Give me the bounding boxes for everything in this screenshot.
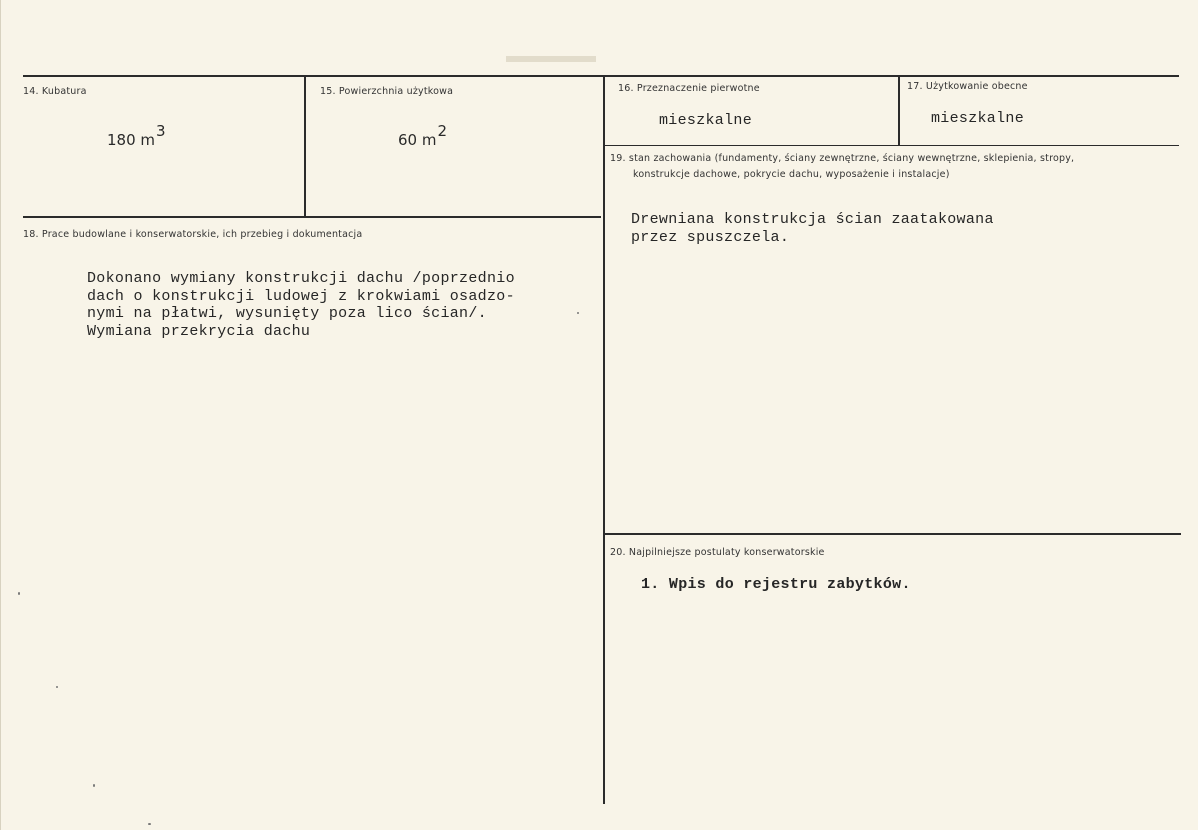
bleed-through-mark (506, 56, 596, 62)
field-18-text-line-3: nymi na płatwi, wysunięty poza lico ścian/. (87, 305, 487, 322)
field-18-text-line-1: Dokonano wymiany konstrukcji dachu /poprzednio (87, 270, 515, 287)
field-15-label: 15. Powierzchnia użytkowa (320, 86, 454, 97)
paper-speck (148, 823, 151, 825)
field-17-label: 17. Użytkowanie obecne (907, 81, 1028, 92)
field-15-value-text: 60 m (398, 131, 437, 149)
field-18-text-line-2: dach o konstrukcji ludowej z krokwiami osadzo- (87, 287, 515, 305)
paper-speck (18, 592, 20, 595)
paper-speck (577, 312, 579, 314)
field-14-value-text: 180 m (107, 131, 156, 149)
field-14-exponent: 3 (156, 122, 166, 140)
rule-under-16-17 (604, 145, 1179, 146)
rule-above-18 (23, 216, 601, 218)
field-20-value: 1. Wpis do rejestru zabytków. (641, 576, 911, 593)
field-16-label: 16. Przeznaczenie pierwotne (618, 83, 760, 94)
main-column-divider (603, 76, 605, 804)
field-15-exponent: 2 (437, 122, 448, 140)
field-19-label-line-1: 19. stan zachowania (fundamenty, ściany zewnętrzne, ściany wewnętrzne, sklepienia, stropy, (610, 153, 1075, 164)
paper-speck (56, 686, 58, 688)
field-18-label: 18. Prace budowlane i konserwatorskie, ich przebieg i dokumentacja (23, 229, 363, 240)
rule-above-20 (604, 533, 1181, 535)
field-17-value: mieszkalne (931, 110, 1025, 127)
field-19-text-line-2: przez spuszczela. (631, 228, 790, 246)
field-18-text-line-4: Wymiana przekrycia dachu (87, 322, 311, 340)
field-16-value: mieszkalne (659, 112, 753, 129)
top-rule (23, 75, 1179, 77)
field-14-label: 14. Kubatura (23, 86, 87, 97)
field-15-value (398, 122, 447, 149)
field-14-value (107, 122, 166, 149)
divider-14-15 (304, 76, 306, 218)
field-20-label: 20. Najpilniejsze postulaty konserwatorskie (610, 547, 825, 558)
paper-speck (93, 784, 95, 787)
field-19-text-line-1: Drewniana konstrukcja ścian zaatakowana (631, 211, 994, 228)
field-19-label-line-2: konstrukcje dachowe, pokrycie dachu, wyposażenie i instalacje) (633, 169, 950, 180)
divider-16-17 (898, 76, 900, 146)
